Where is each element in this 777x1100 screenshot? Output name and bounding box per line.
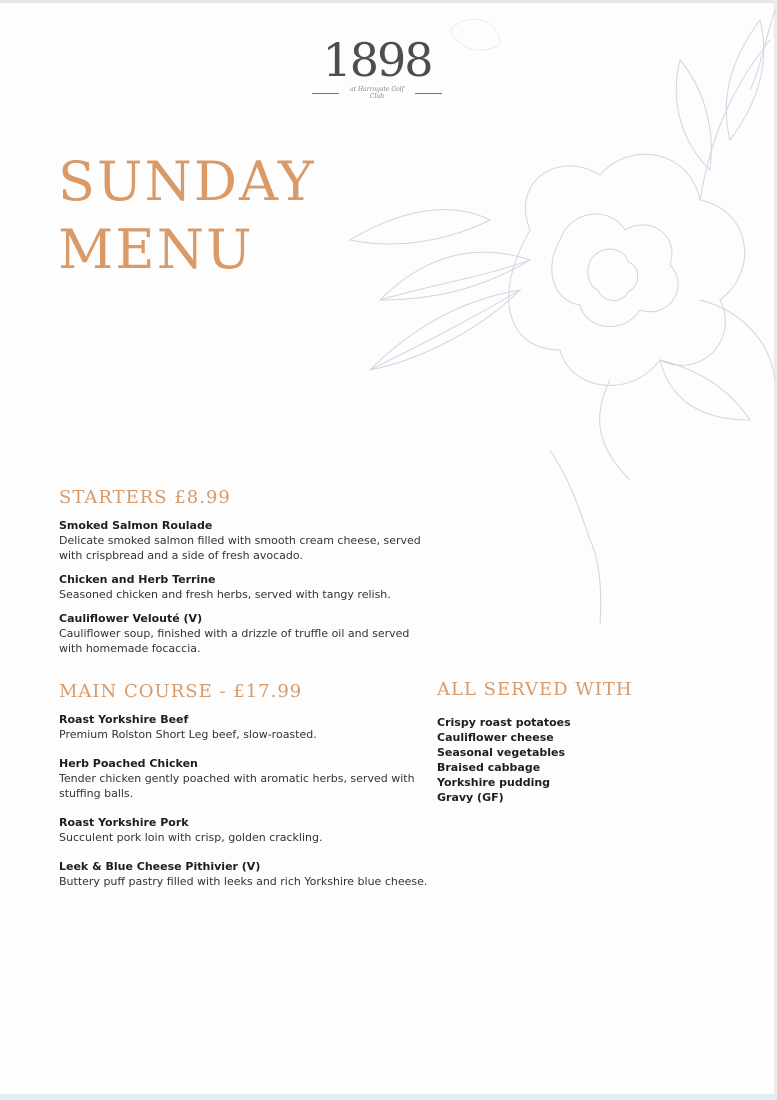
menu-item <box>59 611 429 656</box>
item-name: Leek & Blue Cheese Pithivier (V) <box>59 860 261 873</box>
title-line-1: SUNDAY <box>58 150 316 213</box>
menu-item <box>59 815 429 845</box>
item-description: Delicate smoked salmon filled with smooth cream cheese, served with crispbread and a side of fresh avocado. <box>59 534 421 562</box>
logo-subtitle: at Harrogate Golf Club <box>350 86 404 100</box>
served-with-heading: ALL SERVED WITH <box>437 679 633 700</box>
club-logo <box>312 30 442 110</box>
side-item: Braised cabbage <box>437 761 541 774</box>
item-name: Smoked Salmon Roulade <box>59 519 213 532</box>
logo-rule <box>312 93 339 94</box>
item-description: Succulent pork loin with crisp, golden crackling. <box>59 831 323 844</box>
item-name: Chicken and Herb Terrine <box>59 573 216 586</box>
side-item: Crispy roast potatoes <box>437 716 571 729</box>
starters-heading: STARTERS £8.99 <box>59 487 231 508</box>
served-with-section <box>437 679 737 805</box>
served-with-list <box>437 715 737 805</box>
item-name: Cauliflower Velouté (V) <box>59 612 203 625</box>
item-description: Tender chicken gently poached with aromatic herbs, served with stuffing balls. <box>59 772 415 800</box>
menu-item <box>59 859 429 889</box>
item-description: Buttery puff pastry filled with leeks and rich Yorkshire blue cheese. <box>59 875 428 888</box>
side-item: Gravy (GF) <box>437 791 504 804</box>
menu-title <box>58 148 316 284</box>
menu-item <box>59 756 429 801</box>
logo-rule <box>415 93 442 94</box>
item-name: Herb Poached Chicken <box>59 757 198 770</box>
main-course-heading: MAIN COURSE - £17.99 <box>59 681 303 702</box>
item-name: Roast Yorkshire Beef <box>59 713 189 726</box>
title-line-2: MENU <box>58 218 254 281</box>
item-description: Cauliflower soup, finished with a drizzle of truffle oil and served with homemade focaccia. <box>59 627 410 655</box>
item-description: Seasoned chicken and fresh herbs, served with tangy relish. <box>59 588 391 601</box>
bottom-border <box>0 1094 777 1100</box>
menu-item <box>59 712 429 742</box>
side-item: Cauliflower cheese <box>437 731 554 744</box>
starters-section <box>59 487 429 665</box>
item-description: Premium Rolston Short Leg beef, slow-roasted. <box>59 728 317 741</box>
side-item: Seasonal vegetables <box>437 746 566 759</box>
side-item: Yorkshire pudding <box>437 776 551 789</box>
main-course-section <box>59 681 429 903</box>
menu-item <box>59 518 429 563</box>
item-name: Roast Yorkshire Pork <box>59 816 189 829</box>
logo-number: 1898 <box>322 33 432 87</box>
menu-item <box>59 572 429 602</box>
